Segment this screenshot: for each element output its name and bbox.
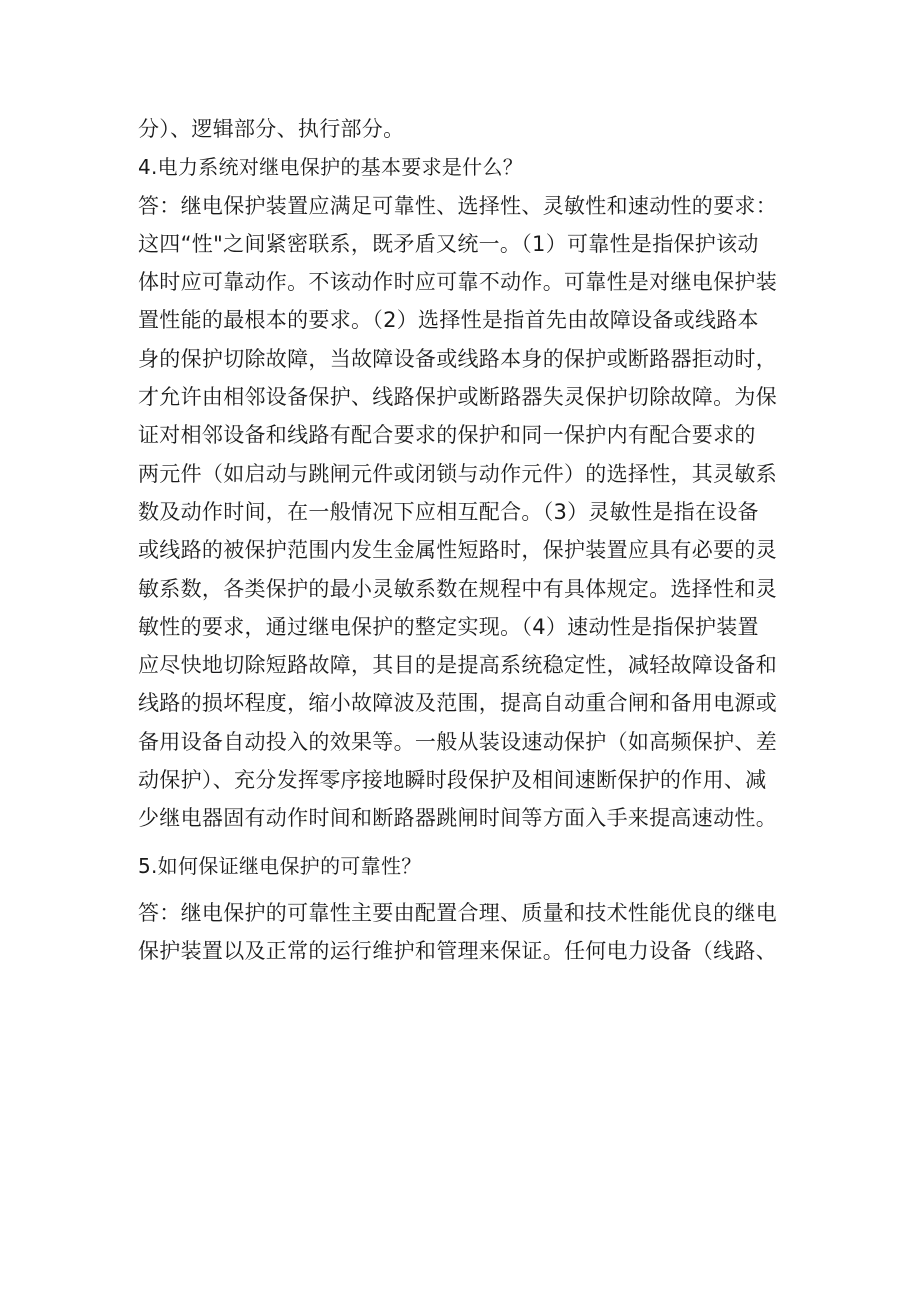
answer-line: 或线路的被保护范围内发生金属性短路时，保护装置应具有必要的灵 xyxy=(138,538,777,563)
answer-line: 少继电器固有动作时间和断路器跳闸时间等方面入手来提高速动性。 xyxy=(138,806,777,831)
answer-line: 证对相邻设备和线路有配合要求的保护和同一保护内有配合要求的 xyxy=(138,423,756,448)
text-line: 分）、逻辑部分、执行部分。 xyxy=(138,117,405,141)
answer-line: 身的保护切除故障，当故障设备或线路本身的保护或断路器拒动时， xyxy=(138,346,777,371)
answer-line: 体时应可靠动作。不该动作时应可靠不动作。可靠性是对继电保护装 xyxy=(138,270,777,295)
answer-line: 答：继电保护装置应满足可靠性、选择性、灵敏性和速动性的要求： xyxy=(138,193,777,218)
answer-line: 保护装置以及正常的运行维护和管理来保证。任何电力设备（线路、 xyxy=(138,939,777,964)
paragraph-gap xyxy=(138,885,798,894)
answer-line: 敏系数，各类保护的最小灵敏系数在规程中有具体规定。选择性和灵 xyxy=(138,576,777,601)
answer-line: 动保护）、充分发挥零序接地瞬时段保护及相间速断保护的作用、减 xyxy=(138,768,767,793)
answer-line: 应尽快地切除短路故障，其目的是提高系统稳定性，减轻故障设备和 xyxy=(138,653,777,678)
document-page xyxy=(138,110,798,971)
question-heading: 4.电力系统对继电保护的基本要求是什么？ xyxy=(138,155,524,180)
answer-line: 置性能的最根本的要求。（2）选择性是指首先由故障设备或线路本 xyxy=(138,308,759,333)
answer-line: 备用设备自动投入的效果等。一般从装设速动保护（如高频保护、差 xyxy=(138,729,777,754)
answer-line: 这四“性"之间紧密联系，既矛盾又统一。（1）可靠性是指保护该动 xyxy=(138,231,759,256)
answer-line: 数及动作时间，在一般情况下应相互配合。（3）灵敏性是指在设备 xyxy=(138,499,759,524)
question-heading: 5.如何保证继电保护的可靠性？ xyxy=(138,853,422,878)
answer-line: 答：继电保护的可靠性主要由配置合理、质量和技术性能优良的继电 xyxy=(138,900,777,925)
answer-line: 才允许由相邻设备保护、线路保护或断路器失灵保护切除故障。为保 xyxy=(138,385,777,410)
paragraph-gap xyxy=(138,838,798,847)
answer-line: 两元件（如启动与跳闸元件或闭锁与动作元件）的选择性，其灵敏系 xyxy=(138,461,777,486)
answer-line: 敏性的要求，通过继电保护的整定实现。（4）速动性是指保护装置 xyxy=(138,614,759,639)
answer-line: 线路的损坏程度，缩小故障波及范围，提高自动重合闸和备用电源或 xyxy=(138,691,777,716)
